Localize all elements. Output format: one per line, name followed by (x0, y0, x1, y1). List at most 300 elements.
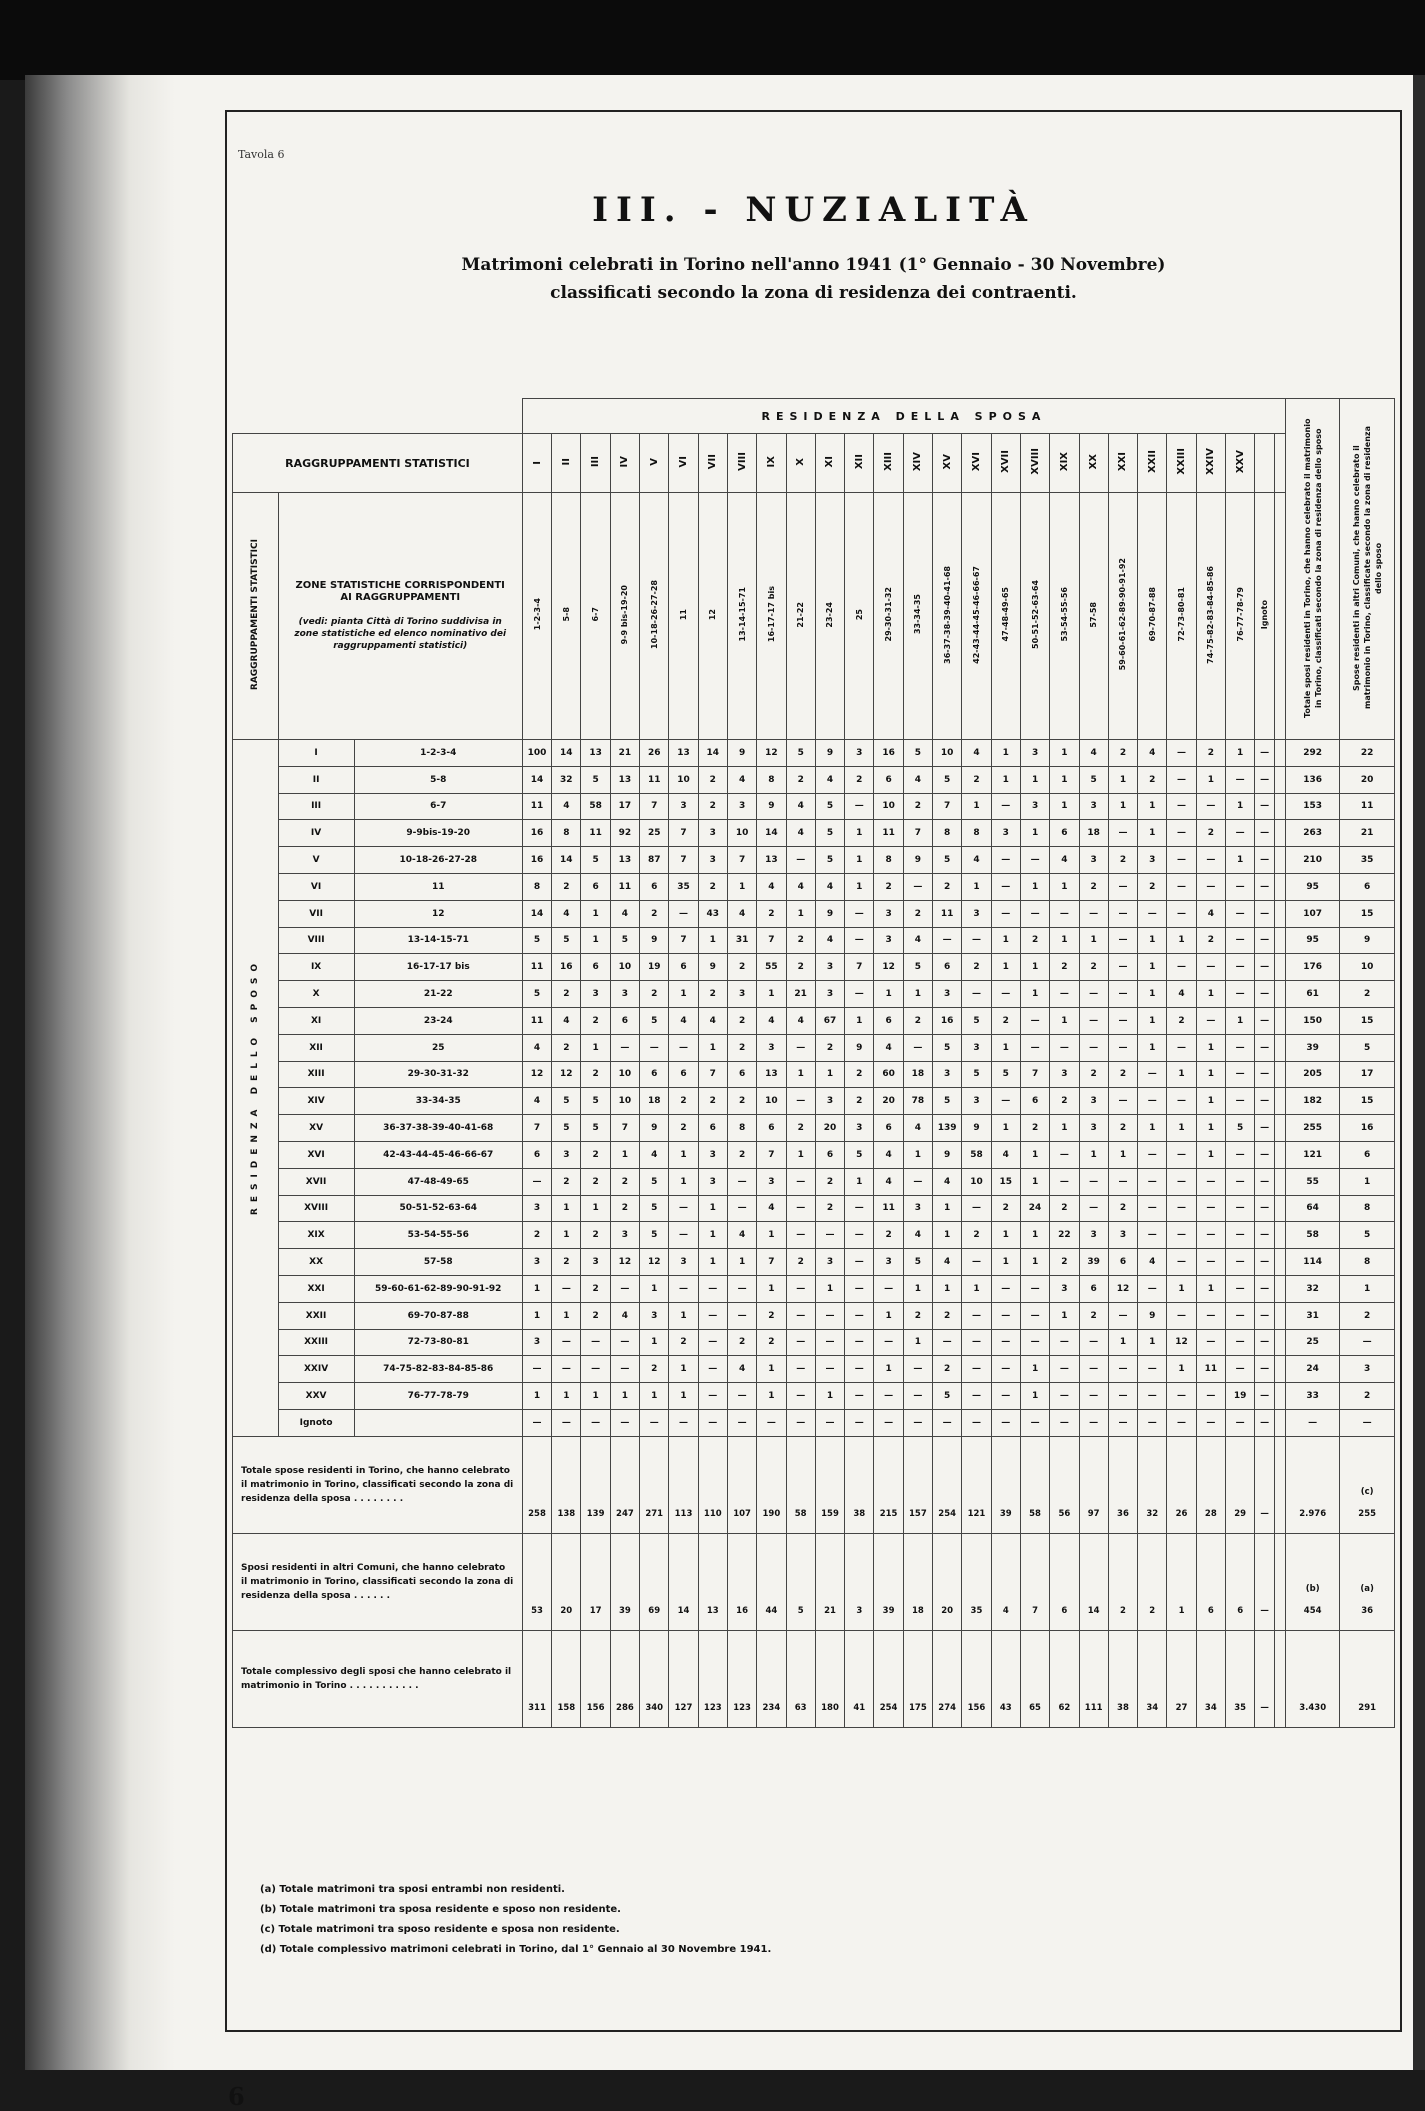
table-cell: 3 (522, 1249, 551, 1276)
table-cell: 12 (640, 1249, 669, 1276)
table-cell: 5 (552, 1088, 581, 1115)
table-cell: 1 (669, 1356, 698, 1383)
other-cell: — (1340, 1409, 1395, 1436)
summary-other (1340, 1533, 1395, 1630)
table-cell: — (1108, 1034, 1137, 1061)
row-zones: 36-37-38-39-40-41-68 (354, 1115, 522, 1142)
table-cell: — (933, 1409, 962, 1436)
header-blank (233, 399, 523, 434)
table-cell: 7 (727, 847, 756, 874)
table-cell: 1 (1050, 1302, 1079, 1329)
table-cell: 2 (669, 1088, 698, 1115)
col-roman-17 (991, 434, 1020, 493)
table-cell: 5 (581, 1088, 610, 1115)
table-cell: 7 (933, 793, 962, 820)
other-cell: 1 (1340, 1168, 1395, 1195)
table-cell: — (1167, 1302, 1196, 1329)
summary-cell: 271 (640, 1436, 669, 1533)
table-cell: 2 (727, 954, 756, 981)
col-roman-13 (874, 434, 903, 493)
table-cell: — (1196, 954, 1225, 981)
table-cell: 3 (698, 847, 727, 874)
table-cell: 2 (581, 1302, 610, 1329)
table-cell: 9 (815, 740, 844, 767)
table-cell: — (1108, 1007, 1137, 1034)
table-cell: — (845, 1329, 874, 1356)
table-cell: 2 (786, 927, 815, 954)
row-zones: 6-7 (354, 793, 522, 820)
other-cell: 2 (1340, 981, 1395, 1008)
total-cell: 58 (1286, 1222, 1340, 1249)
table-cell: — (1079, 1007, 1108, 1034)
table-row (233, 1222, 1395, 1249)
table-cell: 1 (698, 1195, 727, 1222)
table-row (233, 1168, 1395, 1195)
table-cell: 1 (962, 873, 991, 900)
table-cell: — (669, 1409, 698, 1436)
table-cell: 58 (581, 793, 610, 820)
table-cell: 6 (1108, 1249, 1137, 1276)
table-cell: — (786, 1409, 815, 1436)
table-cell: — (1020, 1329, 1049, 1356)
table-cell: 1 (1167, 1356, 1196, 1383)
table-cell: — (845, 1195, 874, 1222)
groom-band-label: RESIDENZA DELLO SPOSO (250, 957, 261, 1215)
table-cell: 1 (757, 981, 786, 1008)
table-cell: 10 (610, 1088, 639, 1115)
summary-label: Sposi residenti in altri Comuni, che hanno celebrato il matrimonio in Torino, classificati secondo la zona di residenza della sposa . . . . . . (233, 1533, 523, 1630)
col-zone-2 (552, 493, 581, 740)
table-cell: 11 (874, 1195, 903, 1222)
table-cell: 2 (669, 1115, 698, 1142)
total-cell: 121 (1286, 1141, 1340, 1168)
table-cell: 1 (874, 1302, 903, 1329)
summary-cell: 139 (581, 1436, 610, 1533)
table-cell: 4 (727, 766, 756, 793)
spacer-cell (1274, 1409, 1285, 1436)
table-cell: 2 (1196, 740, 1225, 767)
table-cell: 1 (874, 981, 903, 1008)
col-zone-label: 72-73-80-81 (1177, 587, 1187, 642)
table-cell: — (1050, 1383, 1079, 1410)
summary-cell: 58 (1020, 1436, 1049, 1533)
header-bride-residence: RESIDENZA DELLA SPOSA (522, 399, 1285, 434)
table-cell: — (1138, 900, 1167, 927)
table-cell: — (1050, 1329, 1079, 1356)
col-roman-label: III (590, 455, 602, 468)
table-cell: 1 (903, 1275, 932, 1302)
col-zone-label: 69-70-87-88 (1147, 587, 1157, 642)
ignoto-cell: — (1255, 1383, 1275, 1410)
table-cell: 1 (757, 1383, 786, 1410)
table-cell: — (1196, 1383, 1225, 1410)
table-cell: 2 (581, 1275, 610, 1302)
row-roman: VI (278, 873, 354, 900)
table-cell: 3 (962, 1088, 991, 1115)
summary-row (233, 1630, 1395, 1727)
summary-cell: 1 (1167, 1533, 1196, 1630)
table-cell: — (1167, 1088, 1196, 1115)
table-cell: 4 (669, 1007, 698, 1034)
table-cell: — (1079, 1383, 1108, 1410)
summary-cell: 254 (874, 1630, 903, 1727)
table-cell: — (1050, 1356, 1079, 1383)
row-zones: 29-30-31-32 (354, 1061, 522, 1088)
table-cell: 11 (522, 954, 551, 981)
col-zone-label: 59-60-61-62-89-90-91-92 (1118, 558, 1128, 671)
row-roman: XVII (278, 1168, 354, 1195)
page-subtitle-line1: Matrimoni celebrati in Torino nell'anno 1941 (1° Gennaio - 30 Novembre) (461, 255, 1166, 275)
table-cell: 5 (581, 847, 610, 874)
summary-total (1286, 1533, 1340, 1630)
table-cell: 1 (1167, 1115, 1196, 1142)
table-cell: 1 (522, 1275, 551, 1302)
other-cell: 1 (1340, 1275, 1395, 1302)
table-cell: 1 (786, 900, 815, 927)
page-title: III. - NUZIALITÀ (592, 190, 1035, 230)
table-cell: — (962, 1329, 991, 1356)
table-cell: 7 (669, 847, 698, 874)
table-cell: 2 (874, 1222, 903, 1249)
other-cell: 20 (1340, 766, 1395, 793)
summary-cell: 28 (1196, 1436, 1225, 1533)
table-cell: 11 (933, 900, 962, 927)
col-roman-label: XIX (1058, 451, 1070, 472)
summary-cell: 4 (991, 1533, 1020, 1630)
table-cell: 4 (552, 793, 581, 820)
table-cell: 6 (640, 873, 669, 900)
header-groups: RAGGRUPPAMENTI STATISTICI (233, 434, 523, 493)
table-cell: 3 (815, 981, 844, 1008)
spacer-cell (1274, 873, 1285, 900)
table-cell: 2 (552, 981, 581, 1008)
table-cell: 9 (845, 1034, 874, 1061)
table-cell: 2 (933, 1302, 962, 1329)
table-cell: — (1226, 1141, 1255, 1168)
table-cell: 1 (845, 1168, 874, 1195)
table-cell: — (991, 873, 1020, 900)
table-cell: 2 (1020, 1115, 1049, 1142)
row-zones: 12 (354, 900, 522, 927)
footnote-marker: (c) (1360, 1486, 1374, 1497)
table-cell: — (1138, 1356, 1167, 1383)
table-cell: 5 (815, 847, 844, 874)
table-cell: — (1196, 1249, 1225, 1276)
col-zone-15 (933, 493, 962, 740)
summary-cell: 21 (815, 1533, 844, 1630)
table-cell: 1 (698, 1034, 727, 1061)
col-zone-label: 1-2-3-4 (532, 598, 542, 631)
col-roman-label: XVIII (1029, 448, 1041, 475)
table-cell: 5 (522, 981, 551, 1008)
table-cell: 3 (640, 1302, 669, 1329)
summary-cell: 6 (1226, 1533, 1255, 1630)
row-zones: 25 (354, 1034, 522, 1061)
summary-cell: 274 (933, 1630, 962, 1727)
table-cell: 2 (845, 766, 874, 793)
table-cell: — (1020, 1007, 1049, 1034)
col-zone-label: 9-9 bis-19-20 (620, 584, 630, 645)
table-cell: — (1138, 1222, 1167, 1249)
table-cell: 4 (903, 766, 932, 793)
table-row (233, 1007, 1395, 1034)
table-cell: — (1167, 1383, 1196, 1410)
table-cell: 1 (1226, 793, 1255, 820)
summary-cell: 110 (698, 1436, 727, 1533)
table-cell: 1 (1226, 1007, 1255, 1034)
table-cell: 31 (727, 927, 756, 954)
table-cell: — (786, 1088, 815, 1115)
table-cell: — (991, 981, 1020, 1008)
table-cell: 2 (727, 1141, 756, 1168)
table-cell: 1 (815, 1383, 844, 1410)
table-cell: 2 (845, 1061, 874, 1088)
table-cell: 1 (991, 1249, 1020, 1276)
header-row-groups: RAGGRUPPAMENTI STATISTICI (233, 493, 279, 740)
summary-cell: 62 (1050, 1630, 1079, 1727)
table-cell: 1 (1196, 1061, 1225, 1088)
col-roman-19 (1050, 434, 1079, 493)
table-cell: 9 (727, 740, 756, 767)
table-cell: 5 (640, 1195, 669, 1222)
table-cell: 21 (610, 740, 639, 767)
table-cell: 12 (757, 740, 786, 767)
col-zone-label: 57-58 (1089, 601, 1099, 628)
table-row (233, 820, 1395, 847)
table-cell: 4 (1079, 740, 1108, 767)
table-cell: 1 (991, 1115, 1020, 1142)
col-roman-label: XXIII (1176, 448, 1188, 475)
table-cell: 4 (903, 927, 932, 954)
table-cell: 1 (991, 954, 1020, 981)
table-cell: 10 (874, 793, 903, 820)
row-zones: 13-14-15-71 (354, 927, 522, 954)
col-zone-20 (1079, 493, 1108, 740)
row-zones: 10-18-26-27-28 (354, 847, 522, 874)
table-cell: 1 (1138, 954, 1167, 981)
table-cell: 9 (815, 900, 844, 927)
table-cell: 4 (552, 1007, 581, 1034)
other-cell: 17 (1340, 1061, 1395, 1088)
col-roman-label: XXIV (1205, 448, 1217, 475)
col-zone-label: 50-51-52-63-64 (1030, 580, 1040, 649)
total-cell: 107 (1286, 900, 1340, 927)
table-cell: — (991, 1383, 1020, 1410)
table-cell: 12 (1167, 1329, 1196, 1356)
table-cell: 2 (552, 1168, 581, 1195)
table-cell: — (1226, 766, 1255, 793)
table-cell: 6 (874, 1007, 903, 1034)
total-cell: 32 (1286, 1275, 1340, 1302)
table-cell: — (991, 1302, 1020, 1329)
table-cell: 1 (845, 873, 874, 900)
footnote-d: (d) Totale complessivo matrimoni celebrati in Torino, dal 1° Gennaio al 30 Novembre 1941. (260, 1944, 772, 1955)
ignoto-cell: — (1255, 1302, 1275, 1329)
summary-total (1286, 1436, 1340, 1533)
table-cell: — (581, 1329, 610, 1356)
col-roman-20 (1079, 434, 1108, 493)
table-cell: 4 (757, 1007, 786, 1034)
page-subtitle-line2: classificati secondo la zona di residenza dei contraenti. (550, 283, 1077, 303)
table-cell: — (1167, 1249, 1196, 1276)
table-cell: 4 (786, 793, 815, 820)
col-roman-18 (1020, 434, 1049, 493)
table-cell: — (1050, 1141, 1079, 1168)
table-cell: — (522, 1168, 551, 1195)
table-cell: — (845, 1275, 874, 1302)
table-cell: — (991, 847, 1020, 874)
table-cell: 3 (698, 820, 727, 847)
table-cell: — (1167, 900, 1196, 927)
row-zones: 47-48-49-65 (354, 1168, 522, 1195)
table-cell: 2 (1079, 954, 1108, 981)
table-cell: 39 (1079, 1249, 1108, 1276)
table-cell: 4 (933, 1168, 962, 1195)
table-cell: 4 (727, 1222, 756, 1249)
col-zone-16 (962, 493, 991, 740)
table-cell: 10 (669, 766, 698, 793)
col-roman-25 (1226, 434, 1255, 493)
table-cell: 13 (669, 740, 698, 767)
ignoto-cell: — (1255, 927, 1275, 954)
summary-cell: 35 (962, 1533, 991, 1630)
col-roman-label: IV (619, 455, 631, 468)
table-cell: — (874, 1275, 903, 1302)
table-cell: 2 (698, 793, 727, 820)
summary-cell: 39 (874, 1533, 903, 1630)
table-cell: 2 (933, 1356, 962, 1383)
table-cell: 43 (698, 900, 727, 927)
table-cell: — (962, 1409, 991, 1436)
table-cell: 1 (727, 873, 756, 900)
col-zone-label: 13-14-15-71 (737, 587, 747, 642)
col-roman-label: X (795, 457, 807, 466)
table-cell: 2 (786, 766, 815, 793)
table-cell: — (1167, 1409, 1196, 1436)
row-roman: II (278, 766, 354, 793)
row-roman: IV (278, 820, 354, 847)
table-cell: 3 (522, 1195, 551, 1222)
table-cell: — (1196, 1329, 1225, 1356)
summary-other (1340, 1630, 1395, 1727)
table-cell: 4 (522, 1034, 551, 1061)
other-cell: 15 (1340, 1007, 1395, 1034)
row-zones: 9-9bis-19-20 (354, 820, 522, 847)
table-cell: 3 (874, 900, 903, 927)
col-zone-10 (786, 493, 815, 740)
table-cell: — (962, 1302, 991, 1329)
table-cell: 1 (962, 1275, 991, 1302)
summary-ignoto: — (1255, 1533, 1275, 1630)
table-cell: 1 (552, 1383, 581, 1410)
table-row (233, 1409, 1395, 1436)
other-cell: 15 (1340, 900, 1395, 927)
table-cell: 2 (1108, 1061, 1137, 1088)
summary-cell: 2 (1138, 1533, 1167, 1630)
summary-cell: 156 (962, 1630, 991, 1727)
col-zone-9 (757, 493, 786, 740)
col-roman-10 (786, 434, 815, 493)
ignoto-cell: — (1255, 900, 1275, 927)
row-zones: 21-22 (354, 981, 522, 1008)
binding-edge (25, 75, 175, 2070)
ignoto-cell: — (1255, 1356, 1275, 1383)
total-cell: 263 (1286, 820, 1340, 847)
col-zone-3 (581, 493, 610, 740)
table-cell: 1 (1138, 981, 1167, 1008)
col-zone-14 (903, 493, 932, 740)
table-cell: 2 (727, 1007, 756, 1034)
col-roman-spacer (1274, 434, 1285, 493)
summary-cell: 156 (581, 1630, 610, 1727)
table-cell: 2 (669, 1329, 698, 1356)
table-cell: 13 (757, 847, 786, 874)
summary-total (1286, 1630, 1340, 1727)
table-row (233, 1088, 1395, 1115)
table-cell: 3 (845, 1115, 874, 1142)
table-cell: — (903, 1383, 932, 1410)
summary-cell: 41 (845, 1630, 874, 1727)
other-cell: 22 (1340, 740, 1395, 767)
table-cell: 5 (933, 1088, 962, 1115)
table-cell: 12 (522, 1061, 551, 1088)
other-cell: 5 (1340, 1222, 1395, 1249)
table-cell: — (1079, 1168, 1108, 1195)
total-cell: 153 (1286, 793, 1340, 820)
table-cell: 19 (1226, 1383, 1255, 1410)
summary-cell: 123 (698, 1630, 727, 1727)
table-cell: 3 (962, 900, 991, 927)
table-cell: 9 (1138, 1302, 1167, 1329)
table-cell: 1 (522, 1302, 551, 1329)
table-cell: 7 (610, 1115, 639, 1142)
table-cell: — (1020, 1409, 1049, 1436)
table-cell: 2 (991, 1195, 1020, 1222)
table-row (233, 1115, 1395, 1142)
summary-cell: 5 (786, 1533, 815, 1630)
total-cell: 136 (1286, 766, 1340, 793)
summary-cell: 138 (552, 1436, 581, 1533)
footnote-marker: (b) (1305, 1583, 1320, 1594)
table-cell: — (962, 927, 991, 954)
table-cell: 1 (1020, 1249, 1049, 1276)
table-cell: — (727, 1302, 756, 1329)
table-cell: — (786, 1222, 815, 1249)
col-zone-label: 25 (854, 608, 864, 621)
total-cell: 205 (1286, 1061, 1340, 1088)
summary-cell: 158 (552, 1630, 581, 1727)
total-cell: 176 (1286, 954, 1340, 981)
table-cell: 3 (845, 740, 874, 767)
col-zone-label: 29-30-31-32 (884, 587, 894, 642)
table-cell: 8 (522, 873, 551, 900)
ignoto-cell: — (1255, 1007, 1275, 1034)
row-roman: VII (278, 900, 354, 927)
col-roman-label: XV (941, 453, 953, 470)
table-cell: 6 (669, 1061, 698, 1088)
table-cell: 5 (962, 1061, 991, 1088)
table-row (233, 1249, 1395, 1276)
table-cell: — (1020, 847, 1049, 874)
table-cell: — (1196, 1409, 1225, 1436)
table-cell: — (1108, 954, 1137, 981)
table-cell: 4 (757, 873, 786, 900)
col-roman-label: XI (824, 455, 836, 468)
col-zone-21 (1108, 493, 1137, 740)
table-cell: 11 (1196, 1356, 1225, 1383)
table-cell: 10 (962, 1168, 991, 1195)
summary-cell: 6 (1050, 1533, 1079, 1630)
